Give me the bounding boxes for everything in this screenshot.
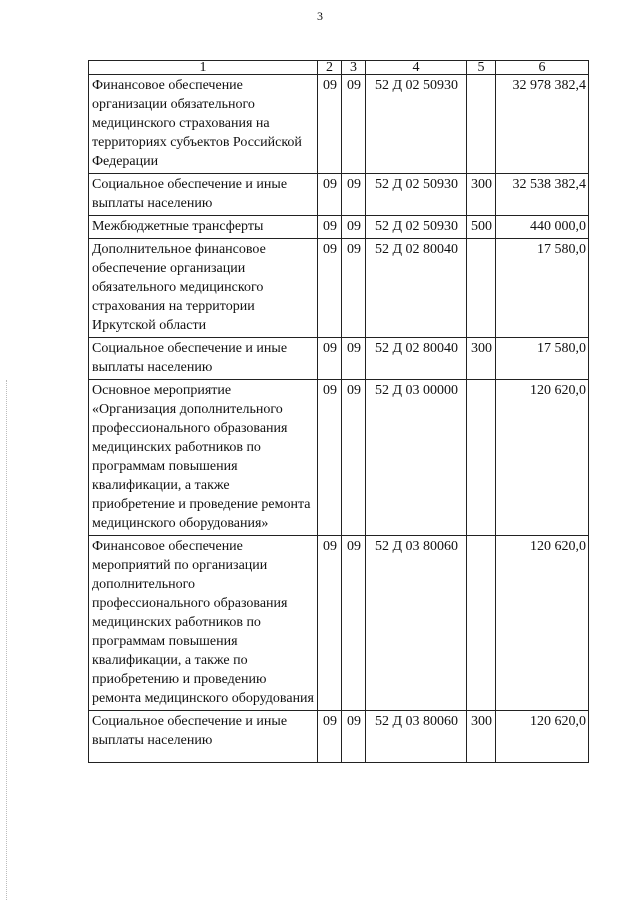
- row-name: Социальное обеспечение и иные выплаты населению: [89, 174, 318, 216]
- column-header: 2: [318, 61, 342, 75]
- row-expense-type: 300: [467, 338, 496, 380]
- row-subsection-code: 09: [342, 239, 366, 338]
- row-amount: 120 620,0: [496, 536, 589, 711]
- row-subsection-code: 09: [342, 536, 366, 711]
- row-target-code: 52 Д 02 50930: [366, 174, 467, 216]
- row-target-code: 52 Д 03 80060: [366, 536, 467, 711]
- column-header: 3: [342, 61, 366, 75]
- row-name: Финансовое обеспечение организации обязательного медицинского страхования на территориях субъектов Российской Федерации: [89, 75, 318, 174]
- page-number: 3: [317, 9, 323, 23]
- column-header: 6: [496, 61, 589, 75]
- row-name: Основное мероприятие «Организация дополнительного профессионального образования медицинских работников по программам повышения квалификации, а также приобретение и проведение ремонта медицинского оборудования»: [89, 380, 318, 536]
- row-expense-type: [467, 75, 496, 174]
- row-name: Межбюджетные трансферты: [89, 216, 318, 239]
- table-row: [89, 216, 589, 239]
- table-row: [89, 174, 589, 216]
- row-expense-type: [467, 239, 496, 338]
- row-section-code: 09: [318, 711, 342, 763]
- row-section-code: 09: [318, 380, 342, 536]
- row-amount: 17 580,0: [496, 239, 589, 338]
- row-subsection-code: 09: [342, 216, 366, 239]
- row-section-code: 09: [318, 216, 342, 239]
- row-target-code: 52 Д 02 80040: [366, 239, 467, 338]
- row-subsection-code: 09: [342, 338, 366, 380]
- row-amount: 120 620,0: [496, 711, 589, 763]
- row-target-code: 52 Д 03 00000: [366, 380, 467, 536]
- row-expense-type: 500: [467, 216, 496, 239]
- row-expense-type: 300: [467, 174, 496, 216]
- row-amount: 440 000,0: [496, 216, 589, 239]
- row-section-code: 09: [318, 338, 342, 380]
- table-row: [89, 536, 589, 711]
- table-header-row: [89, 61, 589, 75]
- row-subsection-code: 09: [342, 711, 366, 763]
- row-expense-type: [467, 380, 496, 536]
- row-amount: 17 580,0: [496, 338, 589, 380]
- row-section-code: 09: [318, 75, 342, 174]
- row-target-code: 52 Д 02 50930: [366, 75, 467, 174]
- table-row: [89, 75, 589, 174]
- table-row: [89, 338, 589, 380]
- budget-table: [88, 60, 589, 763]
- row-name: Дополнительное финансовое обеспечение организации обязательного медицинского страхования на территории Иркутской области: [89, 239, 318, 338]
- row-name: Финансовое обеспечение мероприятий по организации дополнительного профессионального образования медицинских работников по программам повышения квалификации, а также по приобретению и проведению ремонта медицинского оборудования: [89, 536, 318, 711]
- row-name: Социальное обеспечение и иные выплаты населению: [89, 338, 318, 380]
- row-target-code: 52 Д 02 50930: [366, 216, 467, 239]
- row-expense-type: [467, 536, 496, 711]
- table-row: [89, 239, 589, 338]
- column-header: 1: [89, 61, 318, 75]
- row-subsection-code: 09: [342, 75, 366, 174]
- row-section-code: 09: [318, 536, 342, 711]
- row-expense-type: 300: [467, 711, 496, 763]
- row-amount: 120 620,0: [496, 380, 589, 536]
- row-amount: 32 538 382,4: [496, 174, 589, 216]
- row-section-code: 09: [318, 239, 342, 338]
- row-subsection-code: 09: [342, 174, 366, 216]
- scan-margin-artifact: [6, 380, 8, 900]
- row-section-code: 09: [318, 174, 342, 216]
- row-amount: 32 978 382,4: [496, 75, 589, 174]
- column-header: 4: [366, 61, 467, 75]
- table-row: [89, 711, 589, 763]
- row-name: Социальное обеспечение и иные выплаты населению: [89, 711, 318, 763]
- row-target-code: 52 Д 03 80060: [366, 711, 467, 763]
- row-target-code: 52 Д 02 80040: [366, 338, 467, 380]
- table-row: [89, 380, 589, 536]
- column-header: 5: [467, 61, 496, 75]
- row-subsection-code: 09: [342, 380, 366, 536]
